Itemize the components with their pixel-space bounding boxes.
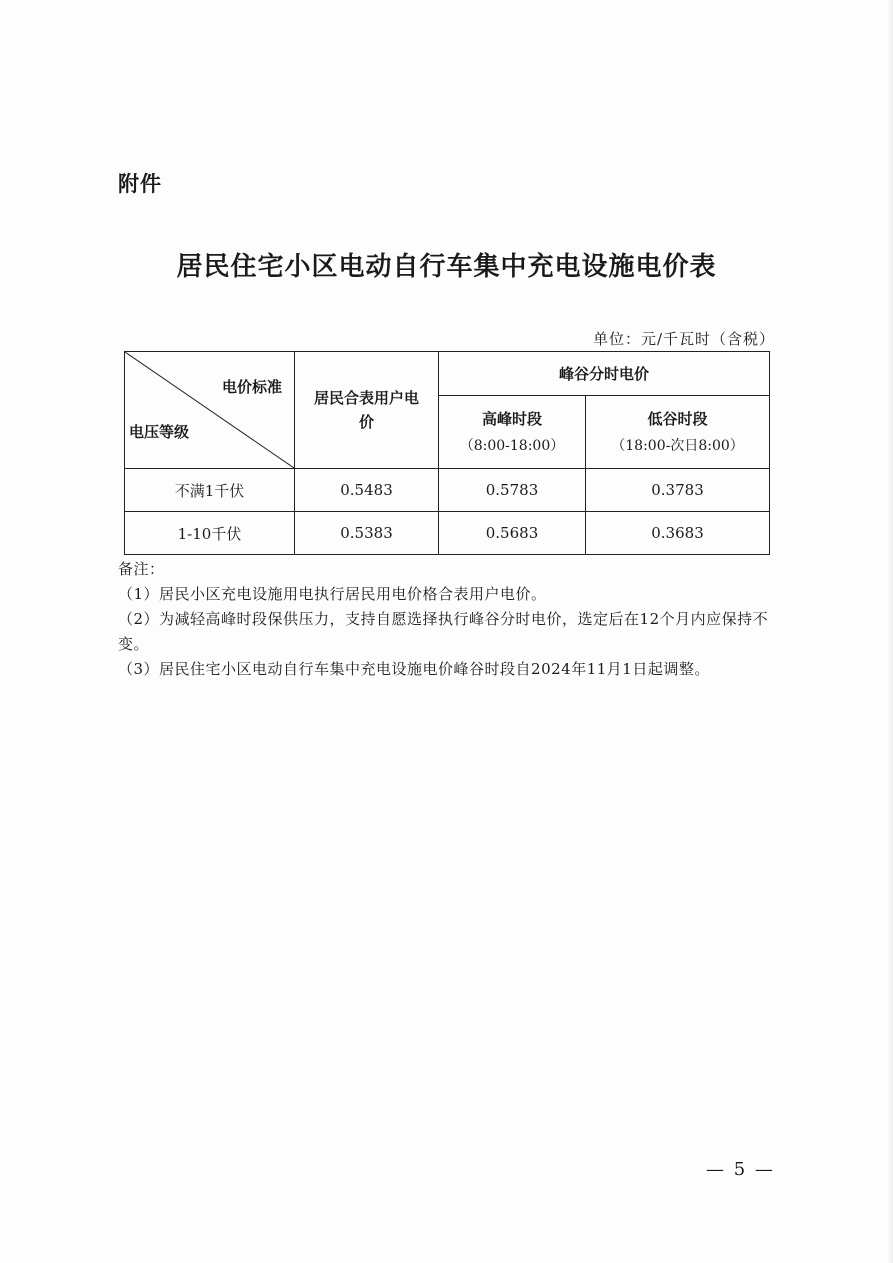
- diagonal-header-cell: [125, 352, 295, 469]
- peak-period-name: 高峰时段: [481, 410, 542, 429]
- notes-section: [118, 557, 778, 682]
- note-item: （3）居民住宅小区电动自行车集中充电设施电价峰谷时段自2024年11月1日起调整。: [118, 660, 710, 678]
- price-standard-label: 电价标准: [221, 378, 282, 396]
- voltage-cell: 1-10千伏: [125, 512, 295, 555]
- peak-price-cell: 0.5783: [439, 469, 586, 512]
- peak-period-header: [439, 395, 586, 468]
- notes-heading: 备注：: [118, 560, 165, 578]
- note-item: （2）为减轻高峰时段保供压力，支持自愿选择执行峰谷分时电价，选定后在12个月内应保持不变。: [118, 610, 769, 653]
- voltage-cell: 不满1千伏: [125, 469, 295, 512]
- table-row: [125, 469, 770, 512]
- page-title: 居民住宅小区电动自行车集中充电设施电价表: [176, 252, 717, 282]
- combined-meter-header-text: 居民合表用户电价: [313, 389, 419, 431]
- valley-price-cell: 0.3783: [586, 469, 770, 512]
- table-row: [125, 512, 770, 555]
- table-header-row: [125, 352, 770, 396]
- voltage-level-label: 电压等级: [129, 423, 190, 441]
- combined-meter-header: [295, 352, 439, 469]
- peak-price-cell: 0.5683: [439, 512, 586, 555]
- unit-note: 单位：元/千瓦时（含税）: [592, 330, 775, 348]
- combined-price-cell: 0.5483: [295, 469, 439, 512]
- attachment-label: 附件: [118, 172, 162, 196]
- page-number: — 5 —: [706, 1159, 775, 1180]
- combined-price-cell: 0.5383: [295, 512, 439, 555]
- valley-price-cell: 0.3683: [586, 512, 770, 555]
- valley-period-name: 低谷时段: [647, 410, 708, 429]
- diagonal-line: [125, 352, 294, 468]
- valley-period-time: （18:00-次日8:00）: [611, 438, 744, 455]
- peak-period-time: （8:00-18:00）: [459, 438, 565, 455]
- valley-period-header: [586, 395, 770, 468]
- tou-price-header: 峰谷分时电价: [439, 352, 770, 396]
- electricity-price-table: [124, 351, 770, 555]
- note-item: （1）居民小区充电设施用电执行居民用电价格合表用户电价。: [118, 585, 547, 603]
